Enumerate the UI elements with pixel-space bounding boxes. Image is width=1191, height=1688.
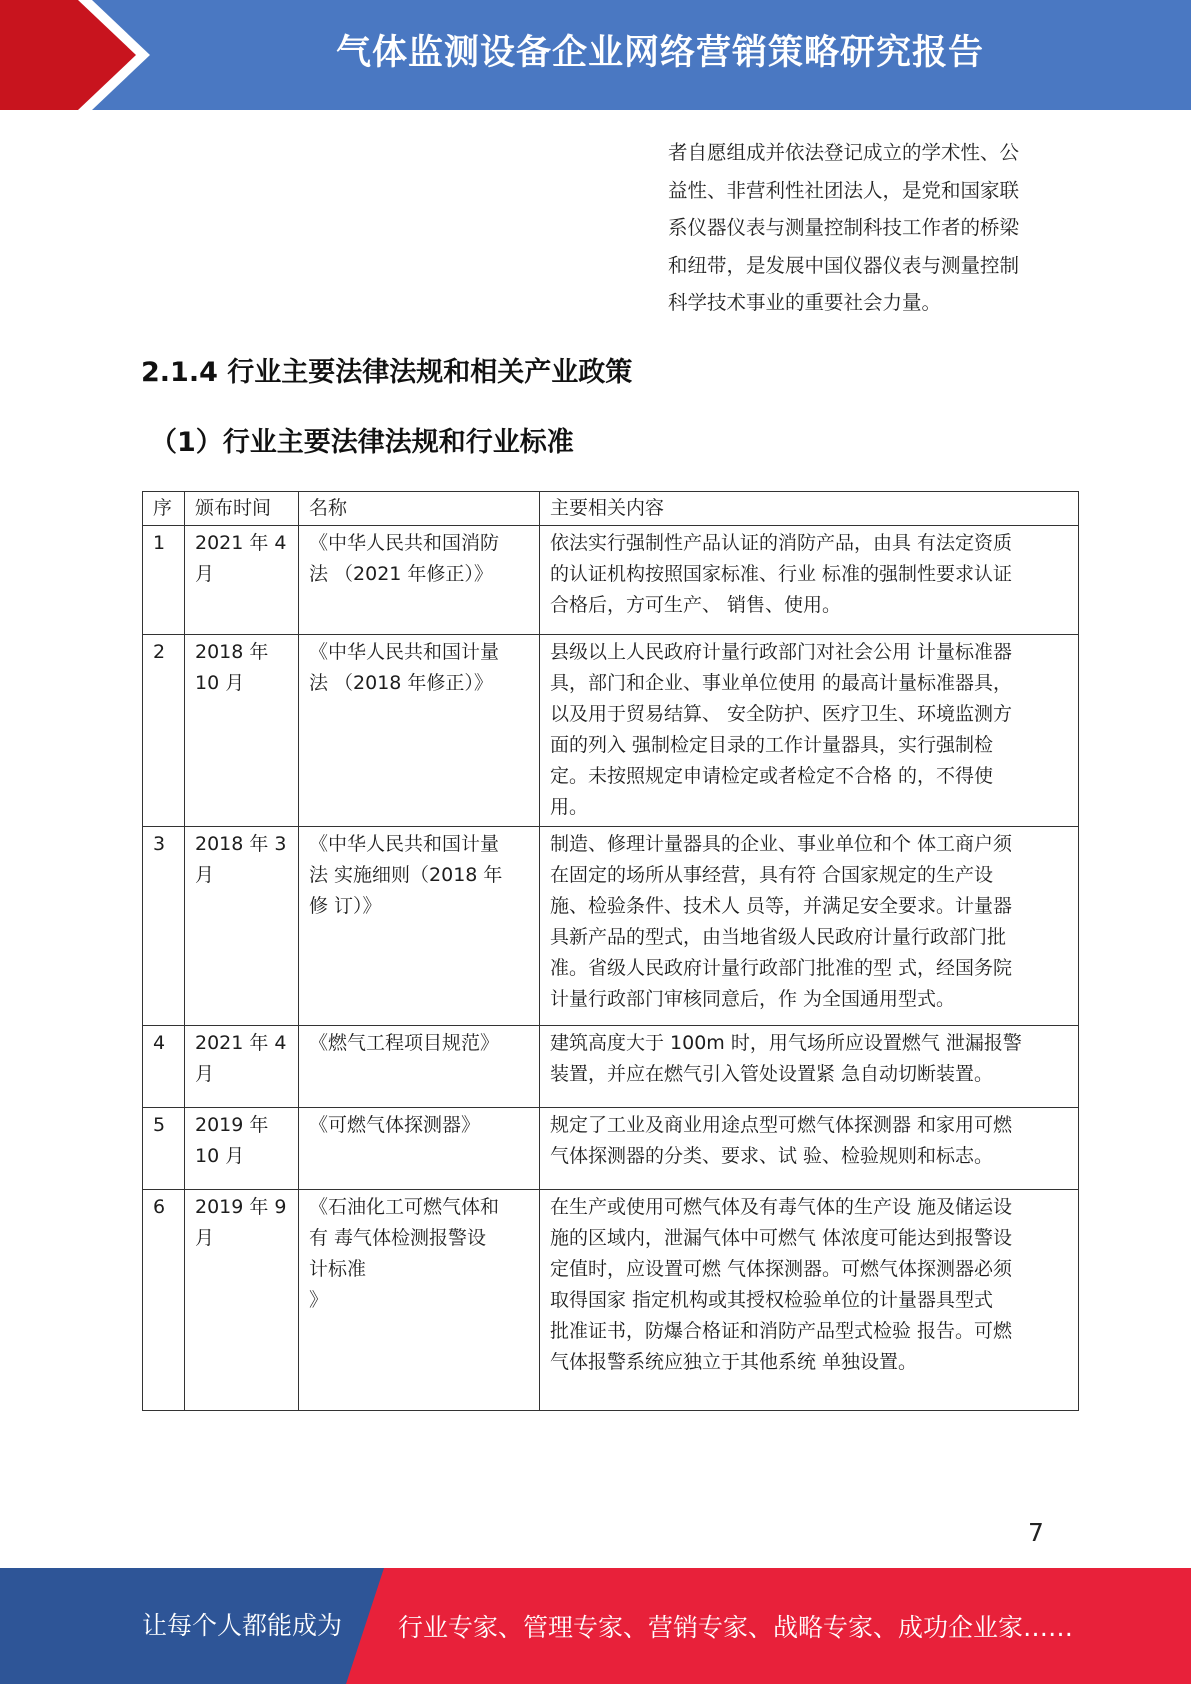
footer-slogan-lead: 让每个人都能成为 — [142, 1611, 343, 1640]
cell-date — [185, 1108, 299, 1190]
page-number: 7 — [1028, 1518, 1044, 1547]
cell-line: 合格后，方可生产、 销售、使用。 — [550, 594, 842, 616]
table-row — [143, 1190, 1079, 1411]
cell-line: 2019 年 9 — [195, 1196, 287, 1218]
cell-line: 具，部门和企业、事业单位使用 的最高计量标准器具， — [550, 672, 1013, 694]
cell-no: 6 — [143, 1190, 185, 1411]
cell-line: 月 — [195, 563, 215, 585]
cell-content — [540, 1108, 1079, 1190]
cell-line: 2021 年 4 — [195, 532, 287, 554]
paragraph-line: 者自愿组成并依法登记成立的学术性、公 — [668, 141, 1020, 164]
cell-line: 气体探测器的分类、要求、试 验、检验规则和标志。 — [550, 1145, 994, 1167]
cell-line: 准。省级人民政府计量行政部门批准的型 式，经国务院 — [550, 957, 1013, 979]
cell-line: 规定了工业及商业用途点型可燃气体探测器 和家用可燃 — [550, 1114, 1013, 1136]
cell-line: 修 订）》 — [309, 895, 382, 917]
cell-line: 月 — [195, 1227, 215, 1249]
cell-name — [299, 1108, 540, 1190]
cell-date — [185, 526, 299, 635]
cell-line: 用。 — [550, 796, 589, 818]
paragraph-line: 系仪器仪表与测量控制科技工作者的桥梁 — [668, 216, 1020, 239]
cell-content — [540, 1026, 1079, 1108]
cell-line: 2018 年 — [195, 641, 269, 663]
cell-line: 批准证书，防爆合格证和消防产品型式检验 报告。可燃 — [550, 1320, 1013, 1342]
header-cell-name: 名称 — [299, 492, 540, 526]
cell-line: 以及用于贸易结算、 安全防护、医疗卫生、环境监测方 — [550, 703, 1013, 725]
cell-no: 1 — [143, 526, 185, 635]
header-arrow-decoration — [0, 0, 150, 110]
cell-line: 2021 年 4 — [195, 1032, 287, 1054]
cell-line: 10 月 — [195, 1145, 245, 1167]
cell-content — [540, 635, 1079, 827]
paragraph-line: 科学技术事业的重要社会力量。 — [668, 291, 942, 314]
cell-line: 依法实行强制性产品认证的消防产品，由具 有法定资质 — [550, 532, 1013, 554]
cell-line: 《中华人民共和国计量 — [309, 833, 500, 855]
cell-line: 装置，并应在燃气引入管处设置紧 急自动切断装置。 — [550, 1063, 994, 1085]
cell-line: 法 （2021 年修正）》 — [309, 563, 493, 585]
report-title: 气体监测设备企业网络营销策略研究报告 — [335, 33, 984, 73]
laws-table — [142, 491, 1079, 1411]
table-row — [143, 635, 1079, 827]
page-footer — [0, 1568, 1191, 1684]
cell-name — [299, 635, 540, 827]
cell-date — [185, 635, 299, 827]
cell-content — [540, 1190, 1079, 1411]
cell-line: 定值时，应设置可燃 气体探测器。可燃气体探测器必须 — [550, 1258, 1013, 1280]
cell-name — [299, 827, 540, 1026]
cell-line: 法 实施细则（2018 年 — [309, 864, 503, 886]
cell-name — [299, 1026, 540, 1108]
cell-date — [185, 1190, 299, 1411]
cell-no: 3 — [143, 827, 185, 1026]
header-cell-no: 序 — [143, 492, 185, 526]
cell-no: 2 — [143, 635, 185, 827]
cell-line: 《可燃气体探测器》 — [309, 1114, 481, 1136]
cell-line: 施、检验条件、技术人 员等，并满足安全要求。计量器 — [550, 895, 1013, 917]
cell-line: 2018 年 3 — [195, 833, 287, 855]
cell-line: 《燃气工程项目规范》 — [309, 1032, 500, 1054]
cell-line: 气体报警系统应独立于其他系统 单独设置。 — [550, 1351, 918, 1373]
cell-line: 在固定的场所从事经营，具有符 合国家规定的生产设 — [550, 864, 994, 886]
table-row — [143, 827, 1079, 1026]
cell-line: 《石油化工可燃气体和 — [309, 1196, 500, 1218]
cell-line: 定。未按照规定申请检定或者检定不合格 的，不得使 — [550, 765, 994, 787]
cell-line: 制造、修理计量器具的企业、事业单位和个 体工商户须 — [550, 833, 1013, 855]
cell-date — [185, 1026, 299, 1108]
intro-paragraph — [668, 134, 1068, 322]
paragraph-line: 益性、非营利性社团法人，是党和国家联 — [668, 178, 1020, 202]
cell-no: 5 — [143, 1108, 185, 1190]
cell-line: 的认证机构按照国家标准、行业 标准的强制性要求认证 — [550, 563, 1013, 585]
cell-name — [299, 1190, 540, 1411]
cell-line: 月 — [195, 864, 215, 886]
table-row — [143, 1108, 1079, 1190]
header-cell-date: 颁布时间 — [185, 492, 299, 526]
cell-line: 2019 年 — [195, 1114, 269, 1136]
page-header — [0, 0, 1191, 110]
cell-line: 法 （2018 年修正）》 — [309, 672, 493, 694]
table-header-row — [143, 492, 1079, 526]
cell-line: 施的区域内，泄漏气体中可燃气 体浓度可能达到报警设 — [550, 1227, 1013, 1249]
cell-line: 有 毒气体检测报警设 — [309, 1227, 487, 1249]
cell-line: 》 — [309, 1289, 329, 1311]
cell-line: 建筑高度大于 100m 时，用气场所应设置燃气 泄漏报警 — [550, 1032, 1022, 1054]
header-cell-content: 主要相关内容 — [540, 492, 1079, 526]
cell-no: 4 — [143, 1026, 185, 1108]
cell-line: 面的列入 强制检定目录的工作计量器具，实行强制检 — [550, 734, 994, 756]
paragraph-line: 和纽带，是发展中国仪器仪表与测量控制 — [668, 253, 1020, 277]
table-row — [143, 1026, 1079, 1108]
cell-line: 《中华人民共和国消防 — [309, 532, 500, 554]
cell-name — [299, 526, 540, 635]
cell-line: 月 — [195, 1063, 215, 1085]
cell-content — [540, 526, 1079, 635]
cell-line: 计标准 — [309, 1258, 367, 1280]
cell-line: 《中华人民共和国计量 — [309, 641, 500, 663]
section-heading: 2.1.4 行业主要法律法规和相关产业政策 — [141, 357, 633, 388]
cell-line: 计量行政部门审核同意后，作 为全国通用型式。 — [550, 988, 956, 1010]
cell-line: 具新产品的型式，由当地省级人民政府计量行政部门批 — [550, 926, 1007, 948]
table-row — [143, 526, 1079, 635]
cell-date — [185, 827, 299, 1026]
cell-line: 取得国家 指定机构或其授权检验单位的计量器具型式 — [550, 1289, 994, 1311]
subsection-heading: （1）行业主要法律法规和行业标准 — [150, 427, 574, 458]
cell-line: 县级以上人民政府计量行政部门对社会公用 计量标准器 — [550, 641, 1013, 663]
cell-line: 10 月 — [195, 672, 245, 694]
cell-content — [540, 827, 1079, 1026]
cell-line: 在生产或使用可燃气体及有毒气体的生产设 施及储运设 — [550, 1196, 1013, 1218]
footer-slogan-roles: 行业专家、管理专家、营销专家、战略专家、成功企业家…… — [398, 1613, 1074, 1642]
